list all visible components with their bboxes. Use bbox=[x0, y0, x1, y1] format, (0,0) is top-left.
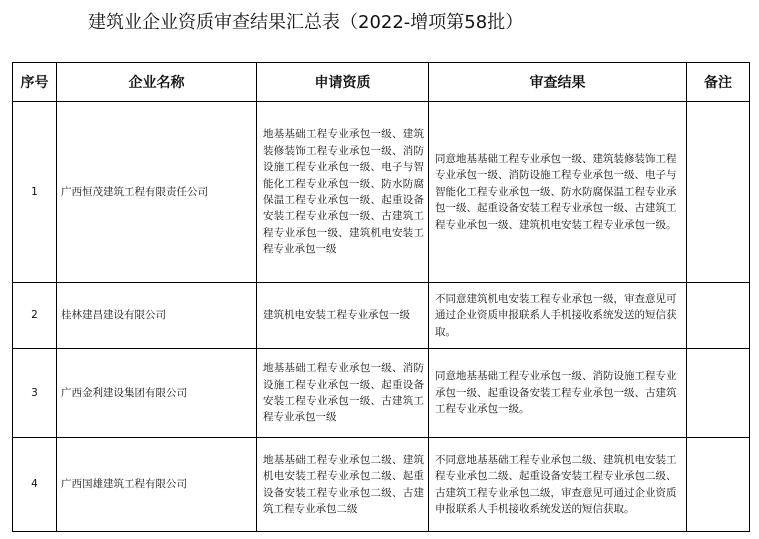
table-row bbox=[13, 438, 750, 532]
header-result: 审查结果 bbox=[429, 63, 687, 102]
header-no: 序号 bbox=[13, 63, 57, 102]
cell-remarks bbox=[687, 349, 750, 438]
table-row bbox=[13, 283, 750, 349]
cell-no: 4 bbox=[13, 438, 57, 532]
cell-result: 不同意地基基础工程专业承包二级、建筑机电安装工程专业承包二级、起重设备安装工程专业承包二级、古建筑工程专业承包二级，审查意见可通过企业资质申报联系人手机接收系统发送的短信获取。 bbox=[429, 438, 687, 532]
table-row bbox=[13, 349, 750, 438]
cell-qualification: 建筑机电安装工程专业承包一级 bbox=[257, 283, 429, 349]
cell-remarks bbox=[687, 438, 750, 532]
cell-qualification: 地基基础工程专业承包一级、消防设施工程专业承包一级、起重设备安装工程专业承包一级、古建筑工程专业承包一级 bbox=[257, 349, 429, 438]
cell-qualification: 地基基础工程专业承包一级、建筑装修装饰工程专业承包一级、消防设施工程专业承包一级、电子与智能化工程专业承包一级、防水防腐保温工程专业承包一级、起重设备安装工程专业承包一级、古建筑工程专业承包一级、建筑机电安装工程专业承包一级 bbox=[257, 102, 429, 283]
cell-company: 桂林建昌建设有限公司 bbox=[57, 283, 257, 349]
cell-result: 同意地基基础工程专业承包一级、建筑装修装饰工程专业承包一级、消防设施工程专业承包一级、电子与智能化工程专业承包一级、防水防腐保温工程专业承包一级、起重设备安装工程专业承包一级、古建筑工程专业承包一级、建筑机电安装工程专业承包一级。 bbox=[429, 102, 687, 283]
cell-remarks bbox=[687, 283, 750, 349]
document-title: 建筑业企业资质审查结果汇总表（2022-增项第58批） bbox=[88, 12, 524, 33]
cell-company: 广西国雄建筑工程有限公司 bbox=[57, 438, 257, 532]
table-header-row bbox=[13, 63, 750, 102]
cell-result: 不同意建筑机电安装工程专业承包一级，审查意见可通过企业资质申报联系人手机接收系统发送的短信获取。 bbox=[429, 283, 687, 349]
header-company: 企业名称 bbox=[57, 63, 257, 102]
cell-company: 广西恒茂建筑工程有限责任公司 bbox=[57, 102, 257, 283]
cell-remarks bbox=[687, 102, 750, 283]
header-qualification: 申请资质 bbox=[257, 63, 429, 102]
qualification-review-table bbox=[12, 62, 750, 532]
cell-qualification: 地基基础工程专业承包二级、建筑机电安装工程专业承包二级、起重设备安装工程专业承包二级、古建筑工程专业承包二级 bbox=[257, 438, 429, 532]
cell-no: 1 bbox=[13, 102, 57, 283]
cell-no: 3 bbox=[13, 349, 57, 438]
cell-result: 同意地基基础工程专业承包一级、消防设施工程专业承包一级、起重设备安装工程专业承包一级、古建筑工程专业承包一级。 bbox=[429, 349, 687, 438]
cell-no: 2 bbox=[13, 283, 57, 349]
table-row bbox=[13, 102, 750, 283]
header-remarks: 备注 bbox=[687, 63, 750, 102]
cell-company: 广西金利建设集团有限公司 bbox=[57, 349, 257, 438]
